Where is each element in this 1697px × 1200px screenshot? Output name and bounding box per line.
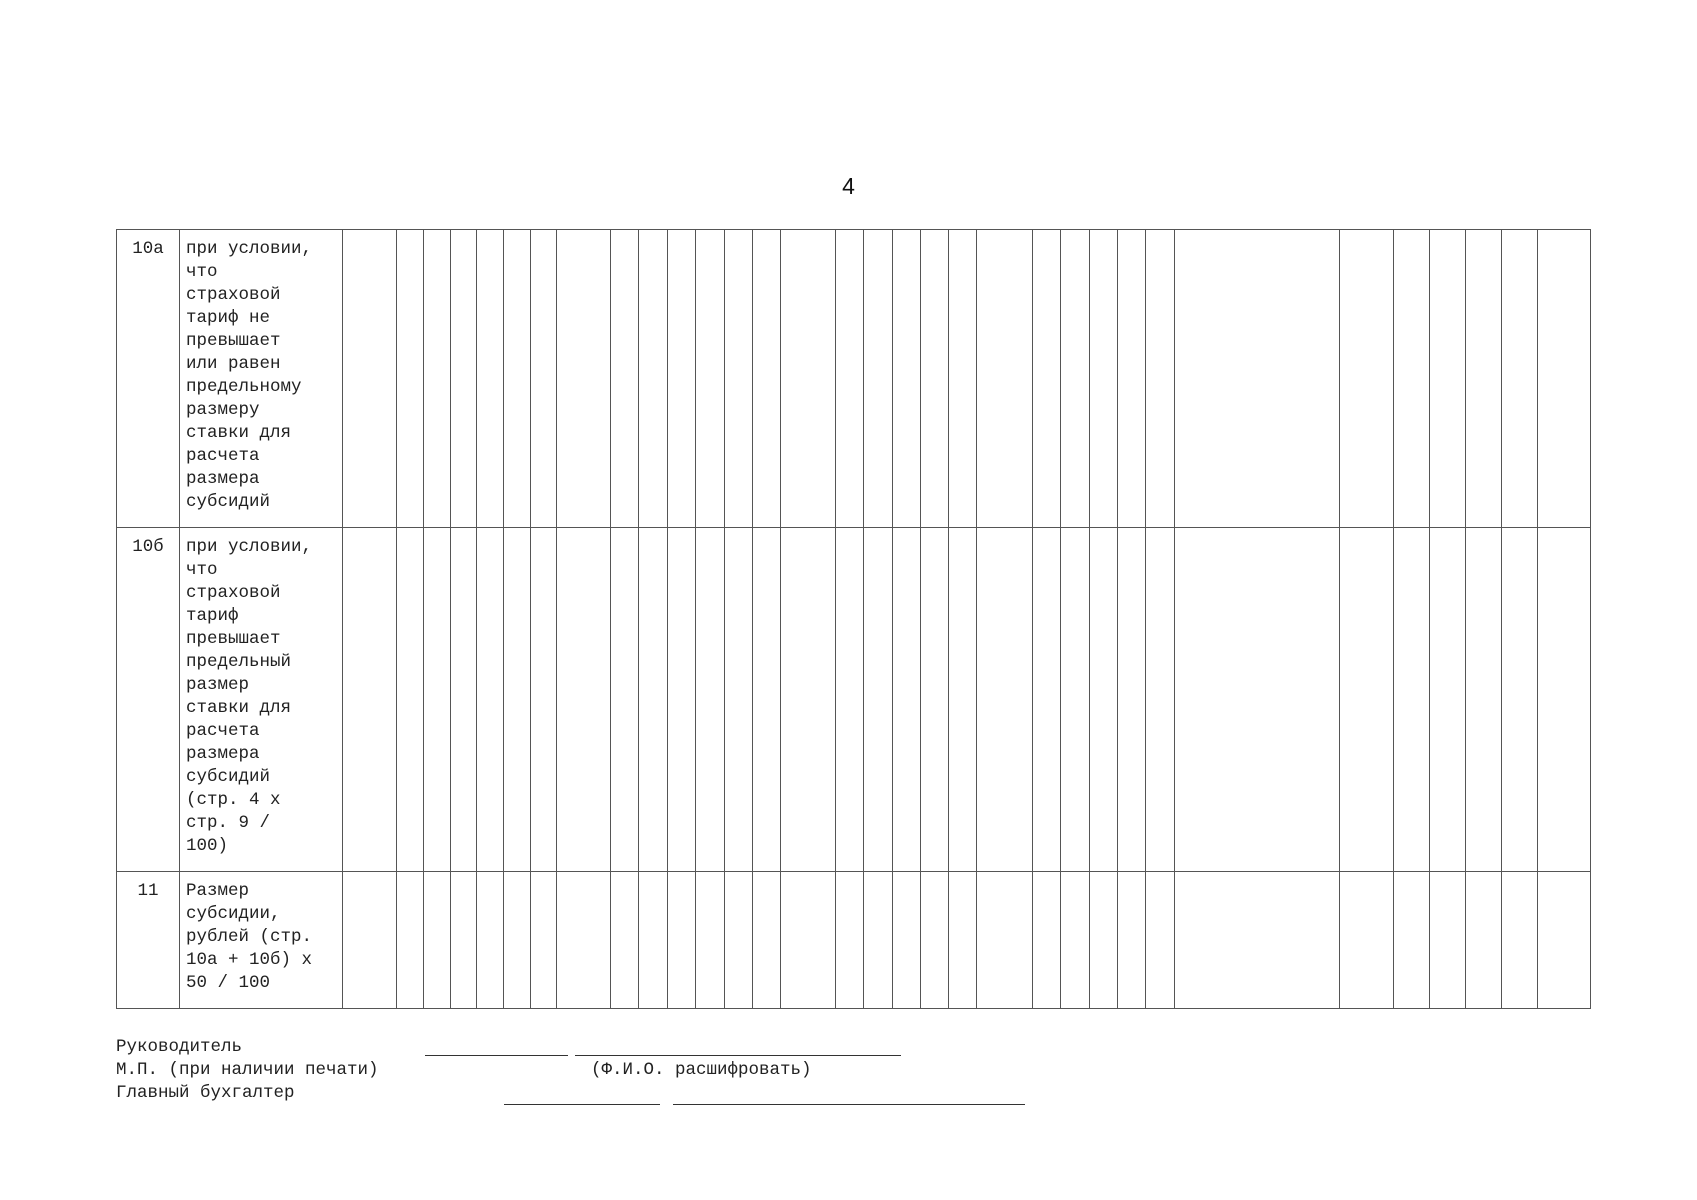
table-cell (343, 872, 397, 1009)
table-cell (893, 528, 921, 872)
table-cell (668, 230, 696, 528)
table-cell (1146, 872, 1175, 1009)
table-cell (696, 872, 725, 1009)
table-cell (1033, 872, 1061, 1009)
table-cell (477, 230, 504, 528)
table-cell (1394, 528, 1430, 872)
table-cell (1061, 230, 1090, 528)
row-description: при условии, что страховой тариф превышает предельный размер ставки для расчета размера субсидий (стр. 4 x стр. 9 / 100) (180, 528, 343, 872)
table-cell (1146, 230, 1175, 528)
table-cell (477, 528, 504, 872)
table-cell (949, 528, 977, 872)
table-cell (1430, 230, 1466, 528)
table-cell (668, 528, 696, 872)
table-cell (977, 230, 1033, 528)
table-cell (1340, 528, 1394, 872)
table-cell (531, 230, 557, 528)
table-cell (451, 528, 477, 872)
table-cell (504, 872, 531, 1009)
table-cell (921, 872, 949, 1009)
table-cell (397, 230, 424, 528)
table-cell (864, 230, 893, 528)
table-cell (397, 872, 424, 1009)
table-cell (1466, 230, 1502, 528)
table-cell (1538, 872, 1591, 1009)
table-cell (1033, 528, 1061, 872)
subsidy-table (116, 229, 1591, 1009)
table-cell (725, 528, 753, 872)
row-number: 10а (117, 230, 180, 528)
table-cell (893, 230, 921, 528)
row-number: 10б (117, 528, 180, 872)
table-cell (1538, 528, 1591, 872)
table-cell (1340, 230, 1394, 528)
table-cell (1090, 872, 1118, 1009)
accountant-name-line (673, 1104, 1025, 1105)
table-cell (977, 528, 1033, 872)
table-cell (557, 872, 611, 1009)
table-cell (1502, 872, 1538, 1009)
table-cell (1175, 528, 1340, 872)
table-cell (753, 230, 781, 528)
table-cell (1466, 872, 1502, 1009)
table-cell (1466, 528, 1502, 872)
table-cell (781, 872, 836, 1009)
accountant-label: Главный бухгалтер (116, 1083, 295, 1103)
table-cell (451, 230, 477, 528)
table-cell (531, 528, 557, 872)
head-name-line (575, 1055, 901, 1056)
table-row (117, 528, 1591, 872)
table-cell (1146, 528, 1175, 872)
table-cell (477, 872, 504, 1009)
table-cell (781, 230, 836, 528)
table-cell (504, 230, 531, 528)
row-description: Размер субсидии, рублей (стр. 10а + 10б) x 50 / 100 (180, 872, 343, 1009)
table-cell (451, 872, 477, 1009)
table-cell (781, 528, 836, 872)
table-cell (1175, 230, 1340, 528)
table-cell (1033, 230, 1061, 528)
table-cell (753, 528, 781, 872)
fio-hint: (Ф.И.О. расшифровать) (591, 1060, 812, 1080)
table-cell (343, 528, 397, 872)
stamp-label: М.П. (при наличии печати) (116, 1060, 379, 1080)
table-cell (343, 230, 397, 528)
table-cell (1175, 872, 1340, 1009)
table-row (117, 872, 1591, 1009)
table-cell (611, 528, 639, 872)
table-cell (397, 528, 424, 872)
table-cell (639, 528, 668, 872)
row-description: при условии, что страховой тариф не превышает или равен предельному размеру ставки для расчета размера субсидий (180, 230, 343, 528)
table-cell (1538, 230, 1591, 528)
table-cell (424, 528, 451, 872)
table-cell (639, 872, 668, 1009)
head-label: Руководитель (116, 1037, 243, 1057)
table-cell (977, 872, 1033, 1009)
table-cell (611, 230, 639, 528)
table-cell (611, 872, 639, 1009)
table-cell (921, 528, 949, 872)
table-cell (696, 528, 725, 872)
table-cell (1430, 872, 1466, 1009)
page-number: 4 (842, 173, 855, 199)
table-cell (753, 872, 781, 1009)
accountant-signature-line (504, 1104, 660, 1105)
table-cell (836, 872, 864, 1009)
table-cell (557, 528, 611, 872)
table-cell (1394, 230, 1430, 528)
table-cell (1502, 528, 1538, 872)
table-cell (1090, 230, 1118, 528)
table-cell (1394, 872, 1430, 1009)
table-cell (639, 230, 668, 528)
table-cell (1061, 528, 1090, 872)
table-cell (1090, 528, 1118, 872)
table-cell (836, 528, 864, 872)
table-cell (504, 528, 531, 872)
table-cell (725, 230, 753, 528)
table-cell (864, 872, 893, 1009)
table-cell (557, 230, 611, 528)
table-cell (1430, 528, 1466, 872)
table-cell (893, 872, 921, 1009)
table-cell (1340, 872, 1394, 1009)
table-cell (921, 230, 949, 528)
table-cell (1118, 872, 1146, 1009)
table-cell (864, 528, 893, 872)
table-cell (949, 872, 977, 1009)
table-cell (949, 230, 977, 528)
table-cell (668, 872, 696, 1009)
head-signature-line (425, 1055, 568, 1056)
table-row (117, 230, 1591, 528)
table-cell (1118, 528, 1146, 872)
table-cell (696, 230, 725, 528)
table-cell (836, 230, 864, 528)
table-cell (424, 872, 451, 1009)
table-cell (424, 230, 451, 528)
row-number: 11 (117, 872, 180, 1009)
table-cell (725, 872, 753, 1009)
table-cell (1061, 872, 1090, 1009)
table-cell (531, 872, 557, 1009)
table-cell (1118, 230, 1146, 528)
table-cell (1502, 230, 1538, 528)
